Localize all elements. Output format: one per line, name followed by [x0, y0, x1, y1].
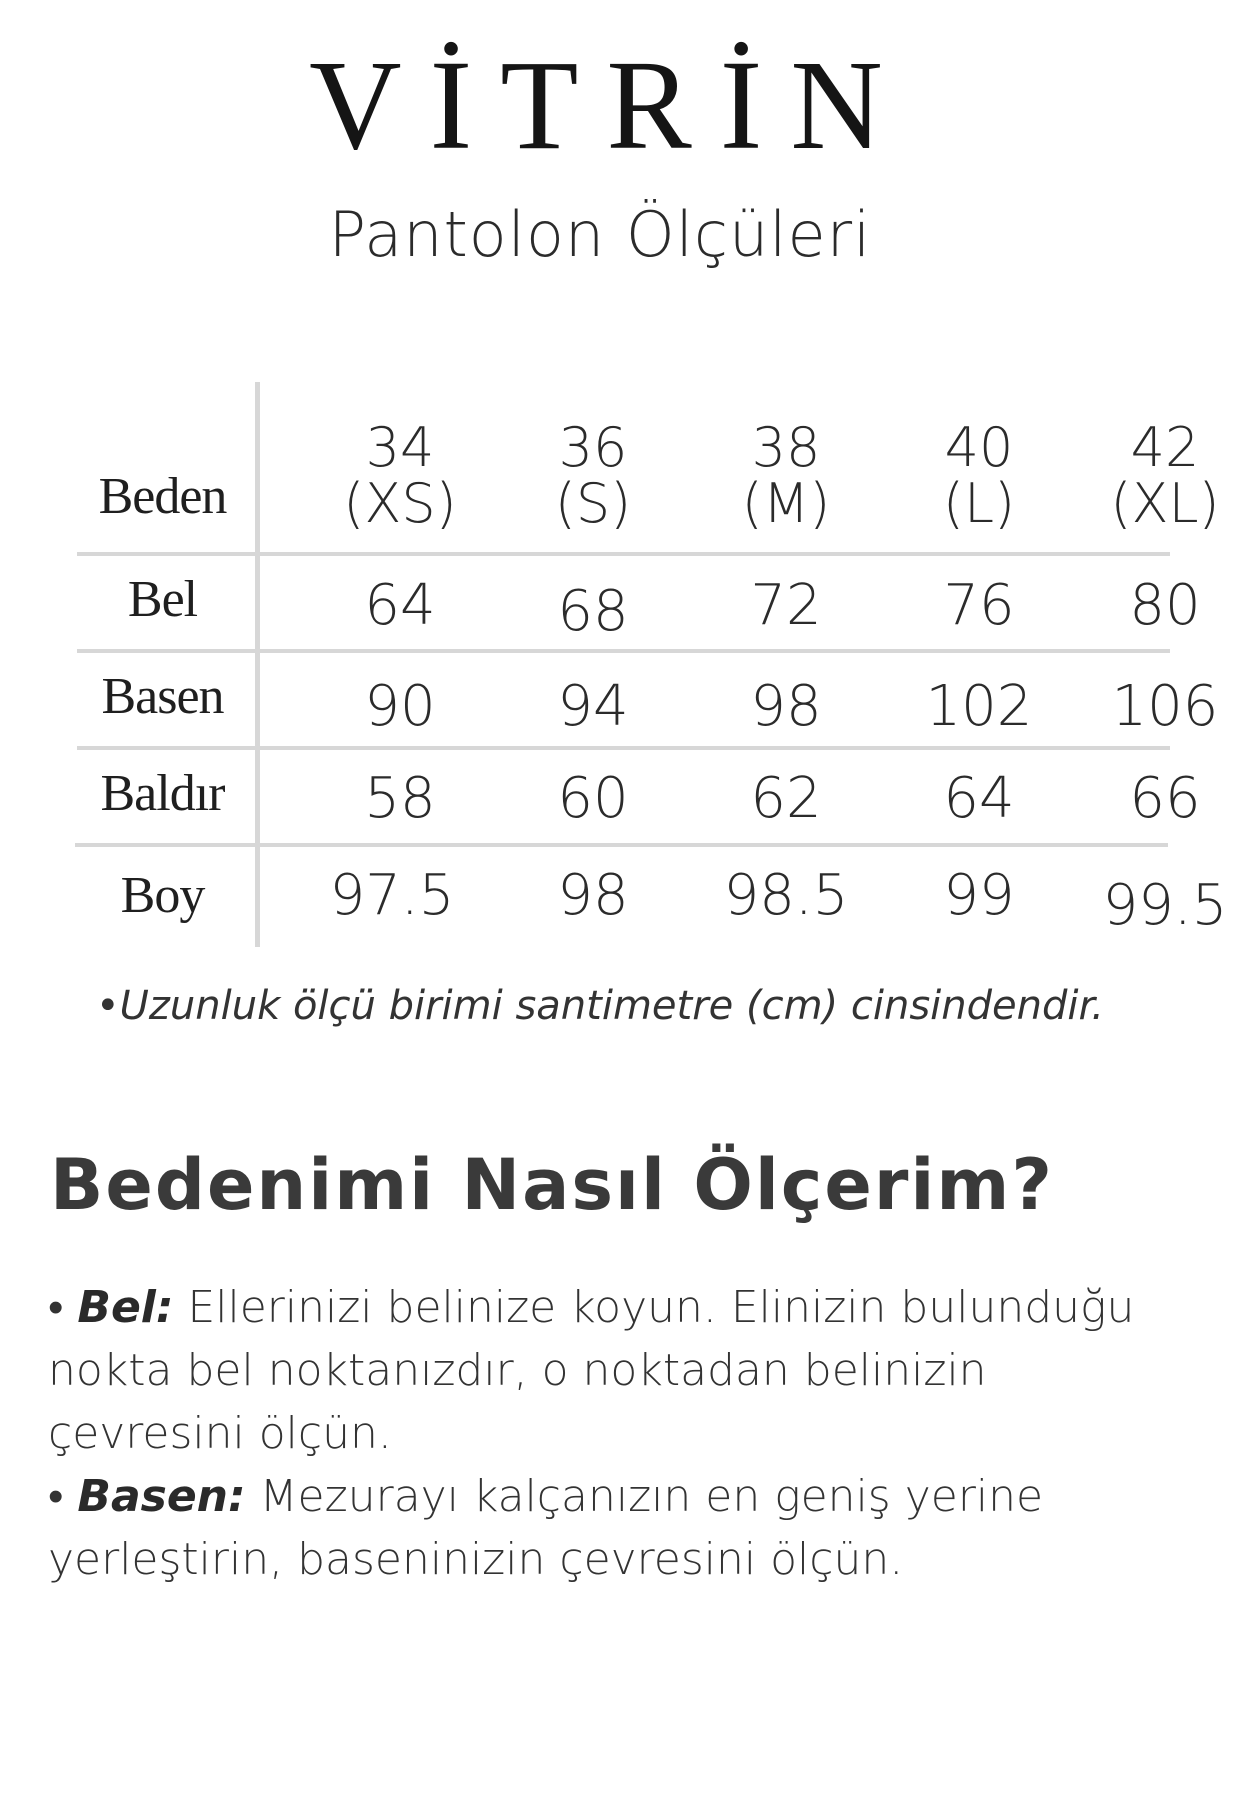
unit-note: •Uzunluk ölçü birimi santimetre (cm) cinsindendir.	[96, 983, 1104, 1029]
table-cell: 58	[364, 766, 436, 831]
size-header-4	[1075, 416, 1255, 535]
table-cell: 62	[750, 766, 822, 831]
table-cell: 98	[750, 674, 822, 739]
size-header-3	[884, 416, 1074, 535]
row-label-basen: Basen	[101, 668, 224, 725]
size-number: 40	[944, 416, 1014, 479]
table-cell: 99.5	[1102, 873, 1228, 938]
row-label-boy: Boy	[120, 867, 205, 924]
row-label-baldir: Baldır	[100, 765, 225, 822]
table-cell: 68	[557, 579, 629, 644]
size-letter: (L)	[942, 472, 1016, 535]
table-cell: 90	[364, 674, 436, 739]
size-number: 34	[365, 416, 435, 479]
row-divider	[77, 552, 1170, 556]
bullet: •	[48, 1471, 64, 1522]
size-header-2	[691, 416, 881, 535]
size-letter: (XS)	[343, 472, 457, 535]
size-letter: (XL)	[1110, 472, 1220, 535]
instruction-text: Ellerinizi belinize koyun. Elinizin bulunduğu nokta bel noktanızdır, o noktadan belinizin çevresini ölçün.	[48, 1282, 1135, 1459]
page-subtitle: Pantolon Ölçüleri	[328, 198, 872, 271]
section-title: Bedenimi Nasıl Ölçerim?	[50, 1144, 1054, 1226]
row-divider	[75, 843, 1168, 847]
row-divider	[77, 649, 1170, 653]
table-cell: 72	[750, 573, 822, 638]
table-cell: 94	[557, 674, 629, 739]
instruction-term: Basen:	[77, 1471, 246, 1522]
table-cell: 97.5	[329, 863, 455, 928]
instruction-text: Mezurayı kalçanızın en geniş yerine yerleştirin, baseninizin çevresini ölçün.	[48, 1471, 1044, 1585]
brand-logo: VİTRİN	[309, 34, 911, 176]
table-cell: 80	[1129, 573, 1201, 638]
table-vertical-divider	[255, 382, 260, 947]
size-number: 36	[558, 416, 628, 479]
table-cell: 98	[557, 863, 629, 928]
row-divider	[77, 746, 1170, 750]
instruction-item-basen	[48, 1465, 1168, 1591]
table-cell: 106	[1111, 674, 1219, 739]
table-cell: 76	[943, 573, 1015, 638]
corner-label: Beden	[98, 468, 227, 525]
size-letter: (M)	[741, 472, 831, 535]
table-cell: 64	[943, 766, 1015, 831]
table-cell: 64	[364, 573, 436, 638]
row-label-bel: Bel	[127, 571, 198, 628]
instruction-term: Bel:	[77, 1282, 174, 1333]
size-number: 42	[1130, 416, 1200, 479]
instruction-item-bel	[48, 1276, 1168, 1465]
table-cell: 66	[1129, 766, 1201, 831]
size-letter: (S)	[554, 472, 632, 535]
size-header-0	[305, 416, 495, 535]
size-number: 38	[751, 416, 821, 479]
bullet: •	[48, 1282, 64, 1333]
table-cell: 98.5	[723, 863, 849, 928]
table-cell: 60	[557, 766, 629, 831]
size-header-1	[498, 416, 688, 535]
table-cell: 102	[925, 674, 1033, 739]
measurement-instructions	[48, 1276, 1168, 1591]
table-cell: 99	[943, 863, 1015, 928]
